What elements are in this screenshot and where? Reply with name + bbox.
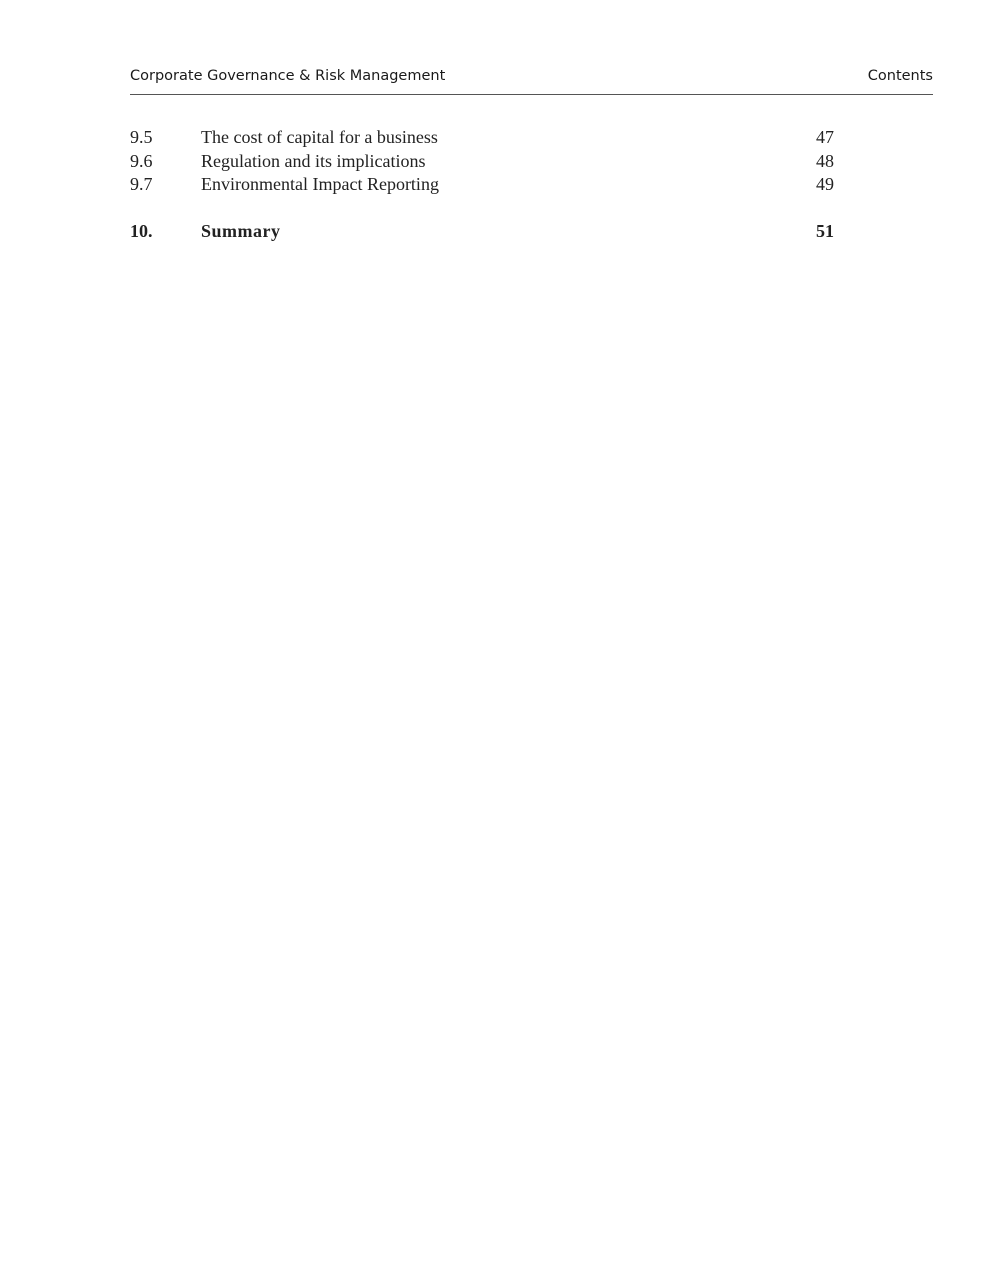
toc-entry-page: 48 <box>816 150 834 171</box>
toc-chapter-entry[interactable] <box>130 220 850 244</box>
toc-entry-number: 9.5 <box>130 127 153 147</box>
table-of-contents <box>130 126 850 243</box>
toc-entry-title: Environmental Impact Reporting <box>201 174 439 194</box>
toc-entry-page: 49 <box>816 174 834 194</box>
section-name: Contents <box>867 68 933 84</box>
page-header <box>130 66 933 95</box>
toc-chapter-title: Summary <box>201 220 281 241</box>
toc-entry-title: The cost of capital for a business <box>201 127 438 147</box>
toc-entry-number: 9.7 <box>130 174 153 194</box>
toc-entry[interactable] <box>130 126 850 150</box>
toc-chapter-number: 10. <box>130 220 153 241</box>
toc-entry-number: 9.6 <box>130 150 153 171</box>
toc-entry-title: Regulation and its implications <box>201 150 426 171</box>
toc-entry-page: 47 <box>816 127 834 147</box>
toc-entry[interactable] <box>130 150 850 174</box>
document-title: Corporate Governance & Risk Management <box>130 68 446 84</box>
toc-chapter-page: 51 <box>816 220 834 241</box>
toc-entry[interactable] <box>130 173 850 197</box>
